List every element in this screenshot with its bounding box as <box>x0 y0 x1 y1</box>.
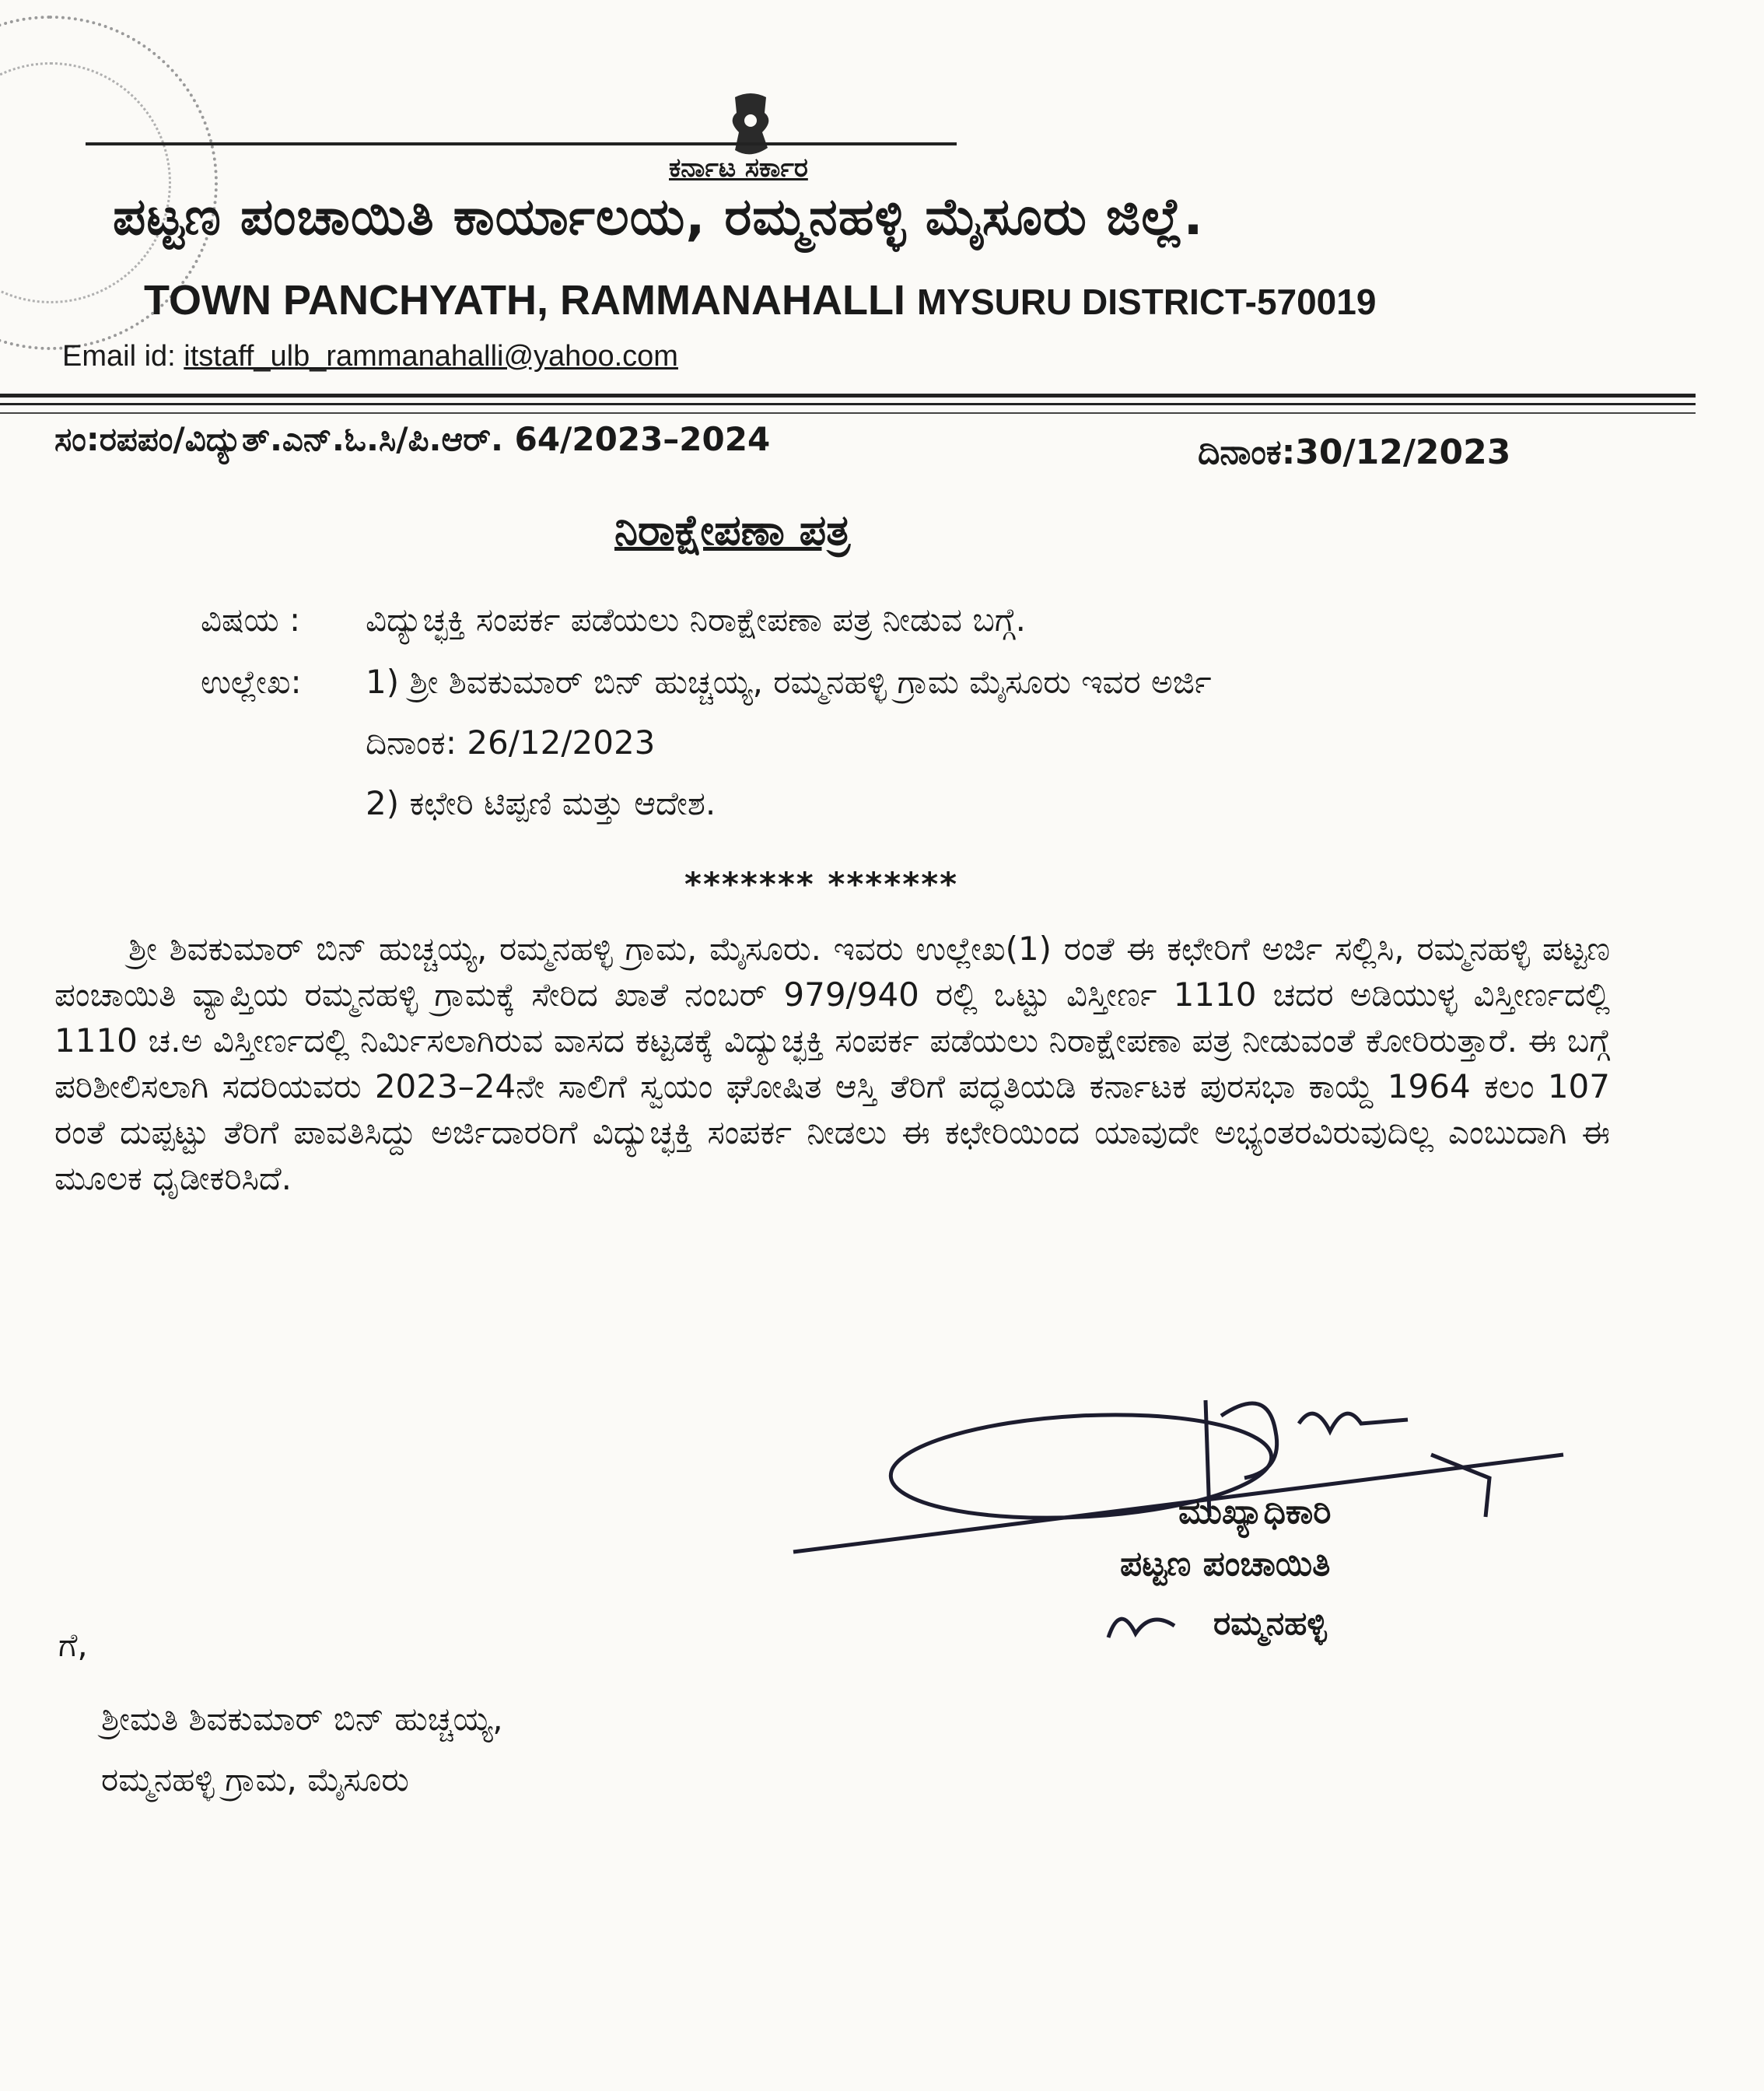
government-line: ಕರ್ನಾಟ ಸರ್ಕಾರ <box>669 152 808 184</box>
recipient-to-label: ಗೆ, <box>58 1626 88 1664</box>
signatory-office: ಪಟ್ಟಣ ಪಂಚಾಯಿತಿ <box>1120 1544 1331 1584</box>
office-title-english <box>144 276 1376 324</box>
signatory-place: ರಮ್ಮನಹಳ್ಳಿ <box>1213 1604 1327 1642</box>
letter-date: ದಿನಾಂಕ:30/12/2023 <box>1198 433 1511 472</box>
signatory-designation: ಮುಖ್ಯಾಧಿಕಾರಿ <box>1178 1492 1332 1532</box>
subject-label: ವಿಷಯ : <box>201 601 301 639</box>
recipient-address: ರಮ್ಮನಹಳ್ಳಿ ಗ್ರಾಮ, ಮೈಸೂರು <box>101 1760 409 1799</box>
letter-heading: ನಿರಾಕ್ಷೇಪಣಾ ಪತ್ರ <box>614 506 851 555</box>
reference-number: ಸಂ:ರಪಪಂ/ವಿದ್ಯುತ್.ಎನ್.ಓ.ಸಿ/ಪಿ.ಆರ್. 64/2023–2024 <box>54 420 771 458</box>
subject-text: ವಿದ್ಯುಚ್ಛಕ್ತಿ ಸಂಪರ್ಕ ಪಡೆಯಲು ನಿರಾಕ್ಷೇಪಣಾ ಪತ್ರ ನೀಡುವ ಬಗ್ಗೆ. <box>366 601 1026 639</box>
office-title-english-district: MYSURU DISTRICT-570019 <box>916 282 1377 322</box>
header-divider-thick <box>0 394 1696 398</box>
reference-item-1-line-2: ದಿನಾಂಕ: 26/12/2023 <box>366 723 656 762</box>
reference-item-1-line-1: 1) ಶ್ರೀ ಶಿವಕುಮಾರ್ ಬಿನ್ ಹುಚ್ಚಯ್ಯ, ರಮ್ಮನಹಳ್ಳಿ ಗ್ರಾಮ ಮೈಸೂರು ಇವರ ಅರ್ಜಿ <box>366 663 1212 701</box>
references-label: ಉಲ್ಲೇಖ: <box>201 663 302 701</box>
office-title-english-main: TOWN PANCHYATH, RAMMANAHALLI <box>144 277 917 324</box>
header-top-rule <box>86 142 957 145</box>
section-separator: ******* ******* <box>684 865 959 903</box>
header-divider-middle <box>0 403 1696 405</box>
header-divider-thin <box>0 412 1696 414</box>
letter-body: ಶ್ರೀ ಶಿವಕುಮಾರ್ ಬಿನ್ ಹುಚ್ಚಯ್ಯ, ರಮ್ಮನಹಳ್ಳಿ ಗ್ರಾಮ, ಮೈಸೂರು. ಇವರು ಉಲ್ಲೇಖ(1) ರಂತೆ ಈ ಕಛೇರಿಗೆ ಅರ್ಜಿ ಸಲ್ಲಿಸಿ, ರಮ್ಮನಹಳ್ಳಿ ಪಟ್ಟಣ ಪಂಚಾಯಿತಿ ವ್ಯಾಪ್ತಿಯ ರಮ್ಮನಹಳ್ಳಿ ಗ್ರಾಮಕ್ಕೆ ಸೇರಿದ ಖಾತೆ ನಂಬರ್ 979/940 ರಲ್ಲಿ ಒಟ್ಟು ವಿಸ್ತೀರ್ಣ 1110 ಚದರ ಅಡಿಯುಳ್ಳ ವಿಸ್ತೀರ್ಣದಲ್ಲಿ 1110 ಚ.ಅ ವಿಸ್ತೀರ್ಣದಲ್ಲಿ ನಿರ್ಮಿಸಲಾಗಿರುವ ವಾಸದ ಕಟ್ಟಡಕ್ಕೆ ವಿದ್ಯುಚ್ಛಕ್ತಿ ಸಂಪರ್ಕ ಪಡೆಯಲು ನಿರಾಕ್ಷೇಪಣಾ ಪತ್ರ ನೀಡುವಂತೆ ಕೋರಿರುತ್ತಾರೆ. ಈ ಬಗ್ಗೆ ಪರಿಶೀಲಿಸಲಾಗಿ ಸದರಿಯವರು 2023–24ನೇ ಸಾಲಿಗೆ ಸ್ವಯಂ ಘೋಷಿತ ಆಸ್ತಿ ತೆರಿಗೆ ಪದ್ಧತಿಯಡಿ ಕರ್ನಾಟಕ ಪುರಸಭಾ ಕಾಯ್ದೆ 1964 ಕಲಂ 107 ರಂತೆ ದುಪ್ಪಟ್ಟು ತೆರಿಗೆ ಪಾವತಿಸಿದ್ದು ಅರ್ಜಿದಾರರಿಗೆ ವಿದ್ಯುಚ್ಛಕ್ತಿ ಸಂಪರ್ಕ ನೀಡಲು ಈ ಕಛೇರಿಯಿಂದ ಯಾವುದೇ ಅಭ್ಯಂತರವಿರುವುದಿಲ್ಲ ಎಂಬುದಾಗಿ ಈ ಮೂಲಕ ಧೃಡೀಕರಿಸಿದೆ. <box>54 930 1610 1197</box>
email-label: Email id: <box>62 340 176 373</box>
email-address: itstaff_ulb_rammanahalli@yahoo.com <box>184 340 678 373</box>
reference-item-2: 2) ಕಛೇರಿ ಟಿಪ್ಪಣಿ ಮತ್ತು ಆದೇಶ. <box>366 784 716 822</box>
recipient-name: ಶ್ರೀಮತಿ ಶಿವಕುಮಾರ್ ಬಿನ್ ಹುಚ್ಚಯ್ಯ, <box>101 1700 503 1738</box>
email-line <box>62 340 678 373</box>
office-title-kannada: ಪಟ್ಟಣ ಪಂಚಾಯಿತಿ ಕಾರ್ಯಾಲಯ, ರಮ್ಮನಹಳ್ಳಿ ಮೈಸೂರು ಜಿಲ್ಲೆ. <box>113 187 1204 247</box>
